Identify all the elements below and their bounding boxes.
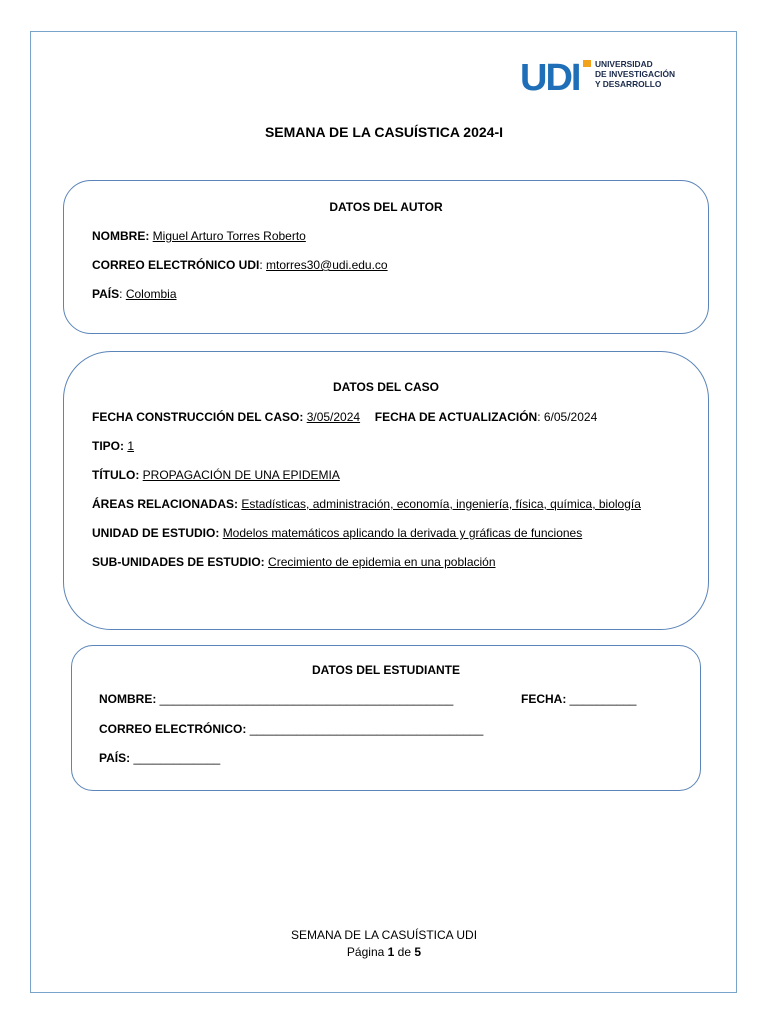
case-update-date-label: FECHA DE ACTUALIZACIÓN [374, 410, 538, 424]
case-construction-date-label: FECHA CONSTRUCCIÓN DEL CASO: [92, 410, 304, 424]
footer-page-total: 5 [414, 945, 422, 959]
case-areas-value: Estadísticas, administración, economía, ingeniería, física, química, biología [241, 497, 641, 511]
student-date-label: FECHA: [521, 692, 567, 706]
case-title-value: PROPAGACIÓN DE UNA EPIDEMIA [142, 468, 340, 482]
student-country-field[interactable]: _____________ [133, 751, 221, 765]
author-name-row [92, 229, 306, 243]
logo-line-2: DE INVESTIGACIÓN [595, 69, 676, 79]
student-email-field[interactable]: ___________________________________ [249, 722, 484, 736]
case-title-row [92, 468, 340, 482]
case-unit-value: Modelos matemáticos aplicando la derivada y gráficas de funciones [222, 526, 583, 540]
author-country-colon: : [119, 287, 123, 301]
footer-page-current: 1 [387, 945, 395, 959]
case-title-label: TÍTULO: [92, 468, 140, 482]
author-email-colon: : [259, 258, 263, 272]
udi-logo-mark [520, 58, 592, 92]
author-email-label: CORREO ELECTRÓNICO UDI [92, 258, 260, 272]
author-country-row [92, 287, 177, 301]
case-section [63, 351, 709, 630]
author-country-value: Colombia [125, 287, 177, 301]
case-type-row [92, 439, 134, 453]
student-email-label: CORREO ELECTRÓNICO: [99, 722, 247, 736]
case-subunits-label: SUB-UNIDADES DE ESTUDIO: [92, 555, 265, 569]
logo-line-3: Y DESARROLLO [595, 79, 662, 89]
student-email-row [99, 722, 483, 736]
logo-line-1: UNIVERSIDAD [595, 59, 653, 69]
author-section-title: DATOS DEL AUTOR [329, 200, 443, 214]
case-areas-row [92, 497, 641, 511]
footer-page-prefix: Página [346, 945, 385, 959]
student-section-title: DATOS DEL ESTUDIANTE [311, 663, 460, 677]
student-name-label: NOMBRE: [99, 692, 157, 706]
case-subunits-value: Crecimiento de epidemia en una población [268, 555, 496, 569]
udi-logo-letters: UDI [520, 58, 580, 92]
case-unit-row [92, 526, 582, 540]
footer-title: SEMANA DE LA CASUÍSTICA UDI [290, 928, 478, 942]
logo-text [595, 59, 675, 89]
case-section-title: DATOS DEL CASO [332, 380, 439, 394]
author-name-label: NOMBRE: [92, 229, 150, 243]
case-update-date-value: : 6/05/2024 [537, 410, 598, 424]
author-section [63, 180, 709, 334]
case-unit-label: UNIDAD DE ESTUDIO: [92, 526, 220, 540]
student-section [71, 645, 701, 791]
case-dates-row [92, 410, 597, 424]
footer-page-sep: de [397, 945, 412, 959]
case-construction-date-value: 3/05/2024 [306, 410, 361, 424]
case-type-label: TIPO: [92, 439, 124, 453]
student-country-row [99, 751, 220, 765]
student-date-field[interactable]: __________ [569, 692, 637, 706]
student-country-label: PAÍS: [99, 751, 131, 765]
student-date-row [521, 692, 636, 706]
author-email-value: mtorres30@udi.edu.co [266, 258, 388, 272]
udi-logo [520, 58, 690, 92]
author-email-row [92, 258, 388, 272]
case-type-value: 1 [127, 439, 135, 453]
author-country-label: PAÍS [92, 287, 120, 301]
case-subunits-row [92, 555, 496, 569]
author-name-value: Miguel Arturo Torres Roberto [152, 229, 306, 243]
case-areas-label: ÁREAS RELACIONADAS: [92, 497, 239, 511]
footer-page-number [0, 945, 768, 959]
student-name-field[interactable]: ____________________________________________ [159, 692, 454, 706]
student-name-row [99, 692, 453, 706]
document-title: SEMANA DE LA CASUÍSTICA 2024-I [264, 124, 504, 140]
logo-orange-square [583, 60, 591, 67]
